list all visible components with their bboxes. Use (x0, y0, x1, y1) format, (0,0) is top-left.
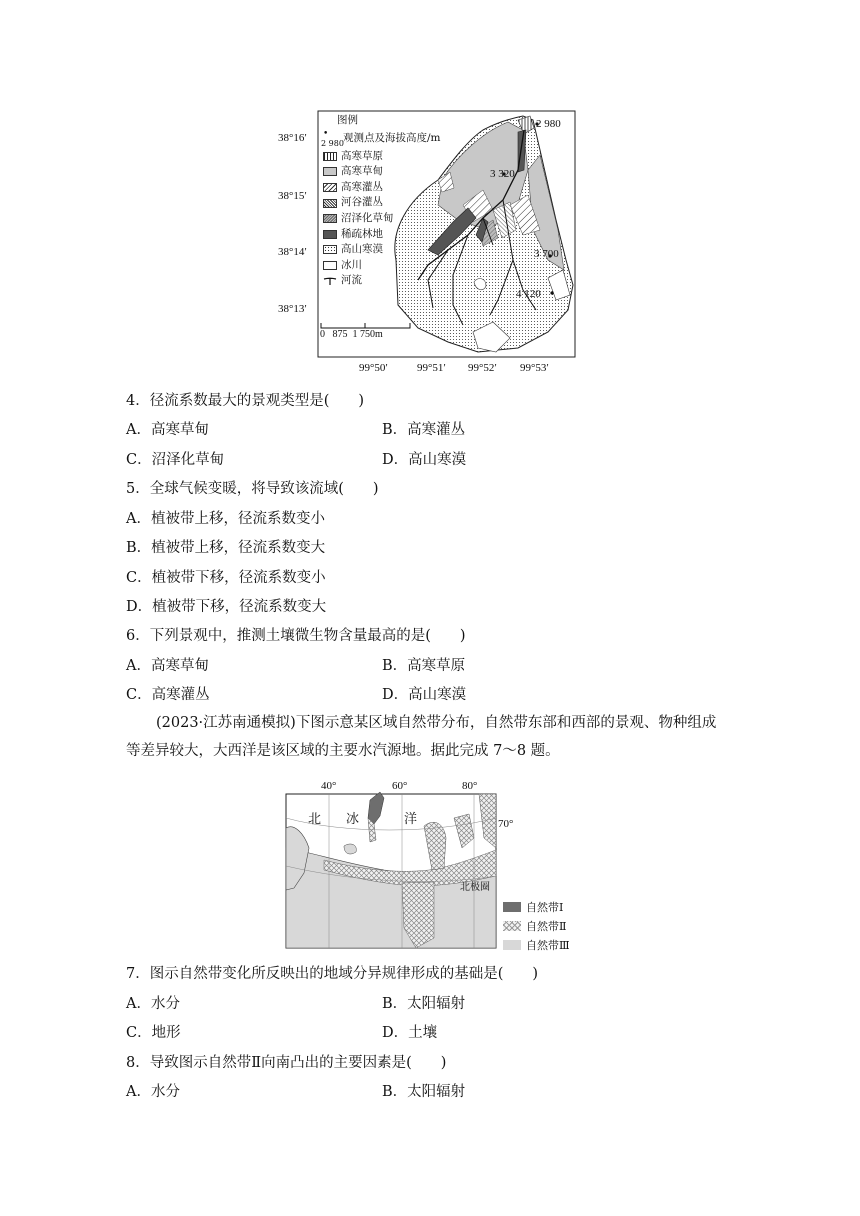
question-5-option-c: C．植被带下移，径流系数变小 (126, 570, 326, 586)
question-5-option-a: A．植被带上移，径流系数变小 (126, 511, 325, 527)
lon-label: 99°52′ (468, 362, 497, 374)
legend-label: 高寒草甸 (341, 165, 383, 178)
lon-label: 99°53′ (520, 362, 549, 374)
legend-label: 河流 (341, 274, 362, 287)
intro-line: (2023·江苏南通模拟)下图示意某区域自然带分布，自然带东部和西部的景观、物种组成 (156, 715, 717, 731)
legend-item-zone-3 (503, 936, 570, 955)
lon-label: 99°51′ (417, 362, 446, 374)
zone-legend (503, 898, 570, 955)
question-6-option-b: B．高寒草原 (382, 658, 466, 674)
legend-item-alpine-steppe (323, 149, 441, 165)
legend-sample-elevation: 2 980 (321, 138, 344, 148)
arctic-circle-label: 北极圈 (460, 882, 490, 893)
legend-label: 冰川 (341, 258, 362, 271)
natural-zone-map (284, 778, 584, 950)
legend-label: 自然带Ⅱ (526, 920, 567, 933)
legend-label: 河谷灌丛 (341, 196, 383, 209)
question-5-stem: 5．全球气候变暖，将导致该流域( ) (126, 481, 379, 497)
legend-item-observation-point: • 2 980 观测点及海拔高度/m (321, 128, 441, 148)
lat-label: 38°14′ (278, 246, 307, 258)
question-5-option-b: B．植被带上移，径流系数变大 (126, 540, 326, 556)
map-legend (323, 113, 441, 289)
question-8-option-a: A．水分 (126, 1084, 180, 1100)
question-4-option-b: B．高寒灌丛 (382, 422, 466, 438)
legend-label: 高寒灌丛 (341, 180, 383, 193)
question-8-stem: 8．导致图示自然带Ⅱ向南凸出的主要因素是( ) (126, 1055, 447, 1071)
lon-label: 99°50′ (359, 362, 388, 374)
legend-label: 沼泽化草甸 (341, 211, 394, 224)
question-5-option-d: D．植被带下移，径流系数变大 (126, 599, 327, 615)
elevation-label: 4 120 (516, 288, 541, 300)
elevation-label: 2 980 (536, 118, 561, 130)
question-7-option-c: C．地形 (126, 1025, 181, 1041)
legend-label: 观测点及海拔高度/m (343, 131, 441, 144)
ocean-label-char: 北 (308, 811, 322, 826)
question-6-option-c: C．高寒灌丛 (126, 687, 210, 703)
intro-line: 等差异较大，大西洋是该区域的主要水汽源地。据此完成 7～8 题。 (126, 743, 560, 759)
legend-label: 高寒草原 (341, 149, 383, 162)
lat-label: 38°13′ (278, 303, 307, 315)
ocean-label-char: 冰 (346, 811, 360, 826)
legend-item-alpine-meadow (323, 164, 441, 180)
lat-label: 38°16′ (278, 132, 307, 144)
intro-paragraph (126, 709, 746, 765)
legend-title: 图例 (337, 114, 358, 126)
elevation-label: 3 320 (490, 168, 515, 180)
question-6-stem: 6．下列景观中，推测土壤微生物含量最高的是( ) (126, 628, 466, 644)
legend-label: 自然带Ⅲ (526, 939, 570, 952)
lon-label: 60° (392, 780, 408, 792)
lat-label: 38°15′ (278, 190, 307, 202)
legend-item-river (323, 273, 441, 289)
legend-item-alpine-shrub (323, 180, 441, 196)
legend-label: 自然带Ⅰ (526, 901, 564, 914)
question-7-option-d: D．土壤 (382, 1025, 438, 1041)
watershed-map (278, 110, 578, 382)
legend-label: 稀疏林地 (341, 227, 383, 240)
elevation-label: 3 700 (534, 248, 559, 260)
legend-item-zone-2 (503, 917, 570, 936)
question-7-option-a: A．水分 (126, 996, 180, 1012)
question-7-option-b: B．太阳辐射 (382, 996, 466, 1012)
question-7-stem: 7．图示自然带变化所反映出的地域分异规律形成的基础是( ) (126, 966, 539, 982)
question-6-option-a: A．高寒草甸 (126, 658, 209, 674)
question-4-option-d: D．高山寒漠 (382, 452, 467, 468)
question-4-option-a: A．高寒草甸 (126, 422, 209, 438)
legend-label: 高山寒漠 (341, 243, 383, 256)
question-4-stem: 4．径流系数最大的景观类型是( ) (126, 393, 365, 409)
lat-label: 70° (498, 818, 514, 830)
legend-item-alpine-desert (323, 242, 441, 258)
river-symbol-icon (323, 276, 337, 286)
lon-label: 80° (462, 780, 478, 792)
question-8-option-b: B．太阳辐射 (382, 1084, 466, 1100)
legend-item-valley-shrub (323, 195, 441, 211)
legend-item-marsh-meadow (323, 211, 441, 227)
legend-item-sparse-forest (323, 227, 441, 243)
legend-item-zone-1 (503, 898, 570, 917)
legend-item-glacier (323, 258, 441, 274)
scale-bar (320, 323, 412, 340)
question-6-option-d: D．高山寒漠 (382, 687, 467, 703)
ocean-label-char: 洋 (404, 811, 418, 826)
lon-label: 40° (321, 780, 337, 792)
scale-label: 0 875 1 750m (320, 329, 383, 340)
question-4-option-c: C．沼泽化草甸 (126, 452, 225, 468)
